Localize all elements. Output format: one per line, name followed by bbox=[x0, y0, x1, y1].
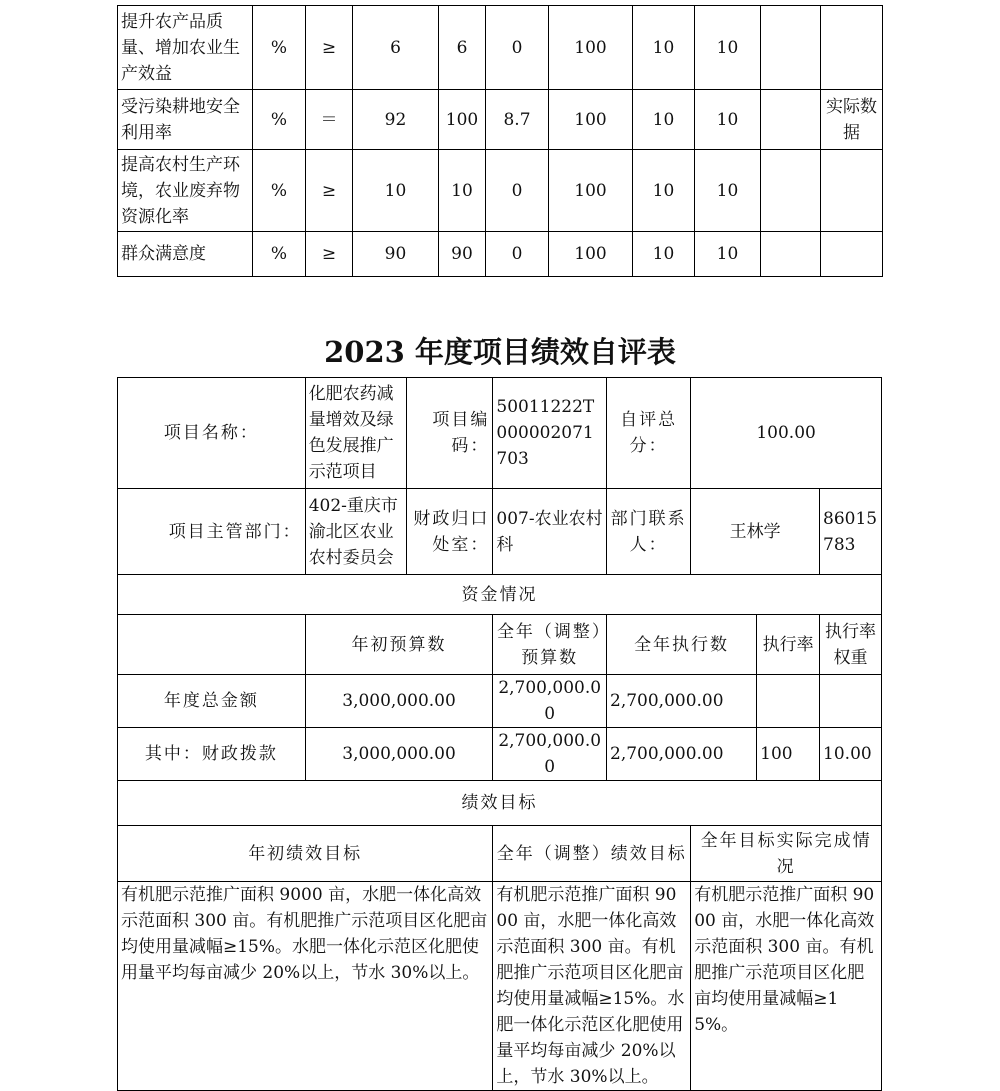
indicator-completion: 100 bbox=[549, 232, 633, 277]
indicator-operator: ≥ bbox=[306, 150, 353, 232]
finance-value: 007-农业农村科 bbox=[493, 489, 607, 575]
indicator-target: 92 bbox=[353, 90, 439, 150]
indicator-target: 90 bbox=[353, 232, 439, 277]
funds-header-blank bbox=[118, 615, 306, 675]
project-name-value: 化肥农药减量增效及绿色发展推广示范项目 bbox=[305, 378, 406, 489]
indicator-row bbox=[118, 6, 883, 90]
goals-content-row bbox=[118, 882, 882, 1091]
score-value: 100.00 bbox=[691, 378, 882, 489]
indicator-name: 群众满意度 bbox=[118, 232, 253, 277]
funds-adjusted: 2,700,000.00 bbox=[493, 728, 607, 781]
indicator-blank bbox=[761, 6, 821, 90]
indicator-deviation: 8.7 bbox=[486, 90, 549, 150]
indicator-weight: 10 bbox=[633, 150, 695, 232]
indicator-name: 提高农村生产环境，农业废弃物资源化率 bbox=[118, 150, 253, 232]
goals-header-adjusted: 全年（调整）绩效目标 bbox=[493, 826, 691, 882]
goals-header-row bbox=[118, 826, 882, 882]
indicator-row bbox=[118, 232, 883, 277]
indicator-completion: 100 bbox=[549, 90, 633, 150]
goals-header-actual: 全年目标实际完成情况 bbox=[691, 826, 882, 882]
indicator-table bbox=[117, 5, 883, 277]
goals-adjusted-text: 有机肥示范推广面积 9000 亩，水肥一体化高效示范面积 300 亩。有机肥推广示范项目区化肥亩均使用量减幅≥15%。水肥一体化示范区化肥使用量平均每亩减少 20%以上，节水 30%以上。 bbox=[493, 882, 691, 1091]
indicator-operator: ≥ bbox=[306, 6, 353, 90]
indicator-deviation: 0 bbox=[486, 232, 549, 277]
indicator-target: 10 bbox=[353, 150, 439, 232]
indicator-deviation: 0 bbox=[486, 6, 549, 90]
department-row bbox=[118, 489, 882, 575]
goals-section-title: 绩效目标 bbox=[118, 781, 882, 826]
score-label: 自评总分： bbox=[607, 378, 691, 489]
indicator-score: 10 bbox=[695, 6, 761, 90]
goals-section-row bbox=[118, 781, 882, 826]
funds-header-adjusted: 全年（调整）预算数 bbox=[493, 615, 607, 675]
indicator-target: 6 bbox=[353, 6, 439, 90]
indicator-note bbox=[821, 6, 883, 90]
funds-section-row bbox=[118, 575, 882, 615]
funds-section-title: 资金情况 bbox=[118, 575, 882, 615]
indicator-note bbox=[821, 232, 883, 277]
funds-row-label: 年度总金额 bbox=[118, 675, 306, 728]
indicator-value: 10 bbox=[439, 150, 486, 232]
funds-header-weight: 执行率权重 bbox=[820, 615, 882, 675]
phone-value: 86015783 bbox=[820, 489, 882, 575]
indicator-completion: 100 bbox=[549, 6, 633, 90]
page-title: 2023 年度项目绩效自评表 bbox=[324, 335, 676, 369]
indicator-unit: % bbox=[253, 150, 306, 232]
funds-executed: 2,700,000.00 bbox=[607, 675, 757, 728]
indicator-weight: 10 bbox=[633, 90, 695, 150]
indicator-operator: ≥ bbox=[306, 232, 353, 277]
indicator-blank bbox=[761, 90, 821, 150]
indicator-weight: 10 bbox=[633, 6, 695, 90]
indicator-blank bbox=[761, 232, 821, 277]
funds-row-label: 其中：财政拨款 bbox=[118, 728, 306, 781]
funds-initial: 3,000,000.00 bbox=[305, 728, 493, 781]
dept-value: 402-重庆市渝北区农业农村委员会 bbox=[305, 489, 406, 575]
indicator-name: 提升农产品质量、增加农业生产效益 bbox=[118, 6, 253, 90]
indicator-blank bbox=[761, 150, 821, 232]
funds-initial: 3,000,000.00 bbox=[305, 675, 493, 728]
indicator-score: 10 bbox=[695, 90, 761, 150]
funds-row bbox=[118, 675, 882, 728]
indicator-deviation: 0 bbox=[486, 150, 549, 232]
indicator-unit: % bbox=[253, 6, 306, 90]
funds-header-executed: 全年执行数 bbox=[607, 615, 757, 675]
indicator-completion: 100 bbox=[549, 150, 633, 232]
indicator-row bbox=[118, 90, 883, 150]
indicator-value: 100 bbox=[439, 90, 486, 150]
finance-label: 财政归口处室： bbox=[407, 489, 493, 575]
indicator-operator: ＝ bbox=[306, 90, 353, 150]
goals-actual-text: 有机肥示范推广面积 9000 亩，水肥一体化高效示范面积 300 亩。有机肥推广示范项目区化肥亩均使用量减幅≥15%。 bbox=[691, 882, 882, 1091]
indicator-name: 受污染耕地安全利用率 bbox=[118, 90, 253, 150]
indicator-note bbox=[821, 150, 883, 232]
indicator-weight: 10 bbox=[633, 232, 695, 277]
contact-label: 部门联系人： bbox=[607, 489, 691, 575]
evaluation-table bbox=[117, 377, 882, 1091]
funds-header-rate: 执行率 bbox=[757, 615, 820, 675]
indicator-value: 90 bbox=[439, 232, 486, 277]
funds-weight: 10.00 bbox=[820, 728, 882, 781]
goals-initial-text: 有机肥示范推广面积 9000 亩，水肥一体化高效示范面积 300 亩。有机肥推广示范项目区化肥亩均使用量减幅≥15%。水肥一体化示范区化肥使用量平均每亩减少 20%以上，节水 30%以上。 bbox=[118, 882, 493, 1091]
indicator-score: 10 bbox=[695, 150, 761, 232]
funds-header-row bbox=[118, 615, 882, 675]
project-code-label: 项目编码： bbox=[407, 378, 493, 489]
goals-header-initial: 年初绩效目标 bbox=[118, 826, 493, 882]
funds-rate bbox=[757, 675, 820, 728]
project-code-value: 50011222T000002071703 bbox=[493, 378, 607, 489]
funds-rate: 100 bbox=[757, 728, 820, 781]
funds-row bbox=[118, 728, 882, 781]
funds-adjusted: 2,700,000.00 bbox=[493, 675, 607, 728]
indicator-note: 实际数据 bbox=[821, 90, 883, 150]
funds-executed: 2,700,000.00 bbox=[607, 728, 757, 781]
contact-value: 王林学 bbox=[691, 489, 820, 575]
dept-label: 项目主管部门： bbox=[118, 489, 306, 575]
indicator-row bbox=[118, 150, 883, 232]
project-name-label: 项目名称： bbox=[118, 378, 306, 489]
indicator-score: 10 bbox=[695, 232, 761, 277]
funds-header-initial: 年初预算数 bbox=[305, 615, 493, 675]
project-info-row bbox=[118, 378, 882, 489]
indicator-unit: % bbox=[253, 90, 306, 150]
indicator-unit: % bbox=[253, 232, 306, 277]
indicator-value: 6 bbox=[439, 6, 486, 90]
funds-weight bbox=[820, 675, 882, 728]
